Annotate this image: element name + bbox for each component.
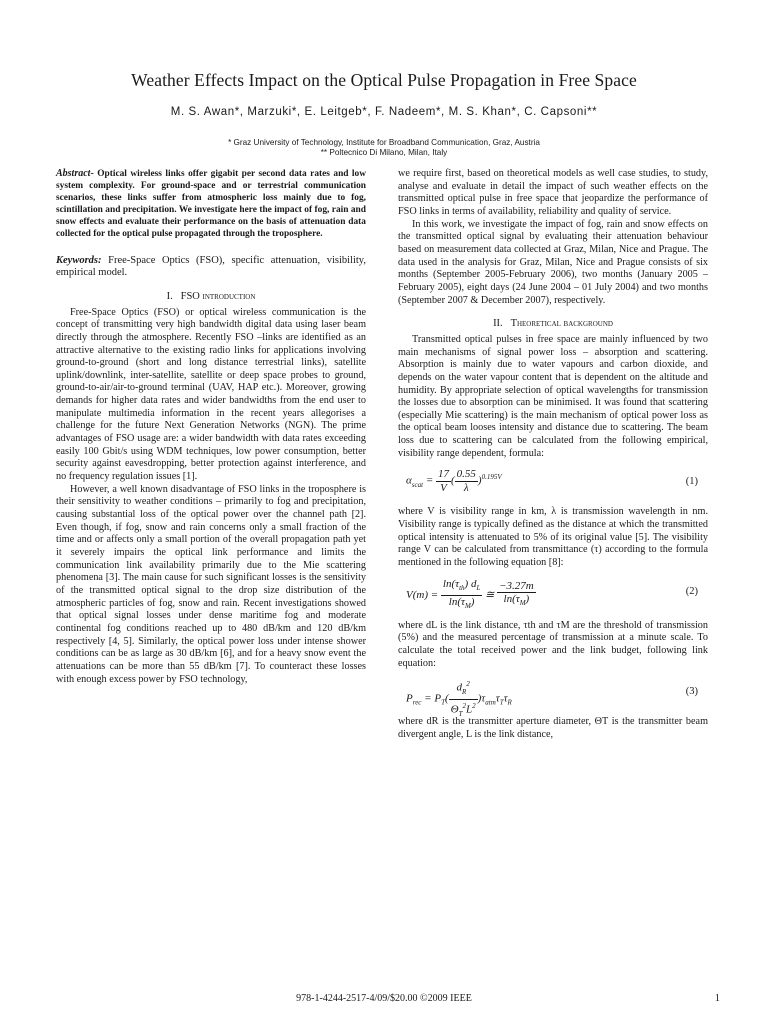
paper-title: Weather Effects Impact on the Optical Pulse Propagation in Free Space <box>131 70 637 90</box>
paragraph: where dL is the link distance, τth and τM are the threshold of transmission (5%) and the measured percentage of transmission at a minute scale. To calculate the total received power and the link budget, following link equation: <box>398 619 708 669</box>
left-column <box>56 168 366 686</box>
isbn-footer: 978-1-4244-2517-4/09/$20.00 ©2009 IEEE <box>296 993 472 1004</box>
section-number: I. <box>166 290 173 302</box>
equation-2 <box>398 574 708 616</box>
right-column <box>398 168 708 742</box>
equation-2-number: (2) <box>685 585 698 597</box>
equation-3 <box>398 674 708 718</box>
affiliations <box>40 138 728 158</box>
paragraph: Free-Space Optics (FSO) or optical wireless communication is the concept of transmitting very high bandwidth digital data using laser beam directly through the atmosphere. Recently FSO –links are identified as an attractive alternative to the existing radio links for applications involving ground-to-ground (short and long distance terrestrial links), satellite uplink/downlink, inter-satellite, satellite or deep space probes to ground, ground-to-air/air-to-ground terminal (UAV, HAP etc.). Moreover, growing demands for higher data rates and wider bandwidths from the end user to manipulate multimedia information in the recent years allegorises a challenge for the future Next Generation Networks (NGN). The prime advantages of FSO usage are: a wider bandwidth with data rates exceeding easily 100 Gbit/s using WDM techniques, low power consumption, better security against eavesdropping, better protection against interference, and no frequency regulation issues [1]. <box>56 306 366 483</box>
section-heading-2 <box>398 318 708 331</box>
author-list: M. S. Awan*, Marzuki*, E. Leitgeb*, F. Nadeem*, M. S. Khan*, C. Capsoni** <box>170 106 598 118</box>
section-number: II. <box>493 318 503 330</box>
keywords <box>56 255 366 280</box>
abstract-text: Optical wireless links offer gigabit per second data rates and low system complexity. For ground-space and or terrestrial communication scenarios, these links suffer from atmospheric loss mainly due to fog, scintillation and precipitation. We investigate here the impact of fog, rain and snow effects and evaluate their performance on the basis of attenuation data collected for the optical pulse propagated through the troposphere. <box>56 169 366 240</box>
equation-2-body: V(m) = $\frac{\ln(\tau_{th}) d_L}{\ln(\tau_M)}$ ≅ $\frac{-3.27m}{\ln(\tau_M)}$ <box>406 577 534 610</box>
abstract <box>56 168 366 241</box>
paragraph: where dR is the transmitter aperture diameter, ΘT is the transmitter beam divergent angle, L is the link distance, <box>398 716 708 740</box>
section-heading-1 <box>56 291 366 304</box>
keywords-label: Keywords: <box>56 254 102 266</box>
paragraph: where V is visibility range in km, λ is transmission wavelength in nm. Visibility range is typically defined as the distance at which the transmitted optical intensity is attenuated to 5% of its original value [5]. The visibility range V can be calculated from transmittance (τ) according to the formula mentioned in the following equation [8]: <box>398 506 708 569</box>
paragraph: we require first, based on theoretical models as well case studies, to study, analyse and evaluate in detail the impact of such weather effects on the transmitted optical pulse in free space that jeopardize the performance of FSO links in terms of availability, reliability and quality of service. <box>398 168 708 217</box>
equation-3-body: $P_{rec} = P_T$( $\frac{d_R^2}{\Theta_T^2L^2}$ )$\tau_{atm}\tau_T\tau_R$ <box>406 680 512 718</box>
equation-1-number: (1) <box>685 476 698 488</box>
section-title: Theoretical background <box>510 318 613 330</box>
equation-1 <box>398 464 708 502</box>
equation-1-body: $\alpha_{scat}$ = $\frac{17}{V}$ ( $\frac{0.55}{\lambda}$ )$^{0.195V}$ <box>406 468 502 495</box>
page-number: 1 <box>714 993 720 1004</box>
keywords-text: Free-Space Optics (FSO), specific attenuation, visibility, empirical model. <box>56 254 366 279</box>
section-title: FSO introduction <box>180 290 256 302</box>
paragraph: Transmitted optical pulses in free space are mainly influenced by two main mechanisms of signal power loss – absorption and scattering. Absorption is mainly due to water vapours and carbon dioxide, and depends on the water vapour content that is dependent on the altitude and humidity. By appropriate selection of optical wavelengths for transmission the losses due to absorption can be minimised. It was found that scattering (especially Mie scattering) is the main mechanism of optical power loss as the optical beam looses intensity and distance due to scattering. The beam loss due to scattering can be calculated from the following empirical, visibility range dependent, formula: <box>398 333 708 459</box>
affiliation-graz: * Graz University of Technology, Institute for Broadband Communication, Graz, Austria <box>228 138 540 147</box>
equation-3-number: (3) <box>685 686 698 698</box>
paragraph: However, a well known disadvantage of FSO links in the troposphere is their sensitivity to weather conditions – primarily to fog and precipitation, causing substantial loss of the optical power over the channel path [2]. Even though, if fog, snow and rain concerns only a small fraction of the time and or affects only a small portion of the overall propagation path yet it severely impairs the optical link performance and limits the communication link availability primarily due to the Mie scattering phenomena [3]. The main cause for such significant losses is the sensitivity of the transmitted optical signal to the drop size distribution of the atmospheric particles of fog, snow and rain. Recent investigations showed that optical signal losses under dense maritime fog and moderate continental fog conditions reached up to 480 dB/km and 120 dB/km respectively [4, 5]. Similarly, the optical power loss under intense shower conditions can be as large as 30 dB/km [6], and for a heavy snow event the attenuations can be more than 55 dB/km [7]. To counteract these losses with enough excess power by FSO technology, <box>56 483 366 685</box>
paragraph: In this work, we investigate the impact of fog, rain and snow effects on the transmitted optical signal by evaluating their attenuation behaviour based on measurement data collected at Graz, Milan, Nice and Prague. The data used in the analysis for Graz, Milan, Nice and Prague consists of six months (September 2005-February 2006), two months (January 2005 – February 2005), eight days (24 June 2004 – 01 July 2004) and two months (September 2007 & December 2007), respectively. <box>398 218 708 306</box>
affiliation-milan: ** Poltecnico Di Milano, Milan, Italy <box>320 148 448 157</box>
abstract-label: Abstract- <box>56 168 94 179</box>
